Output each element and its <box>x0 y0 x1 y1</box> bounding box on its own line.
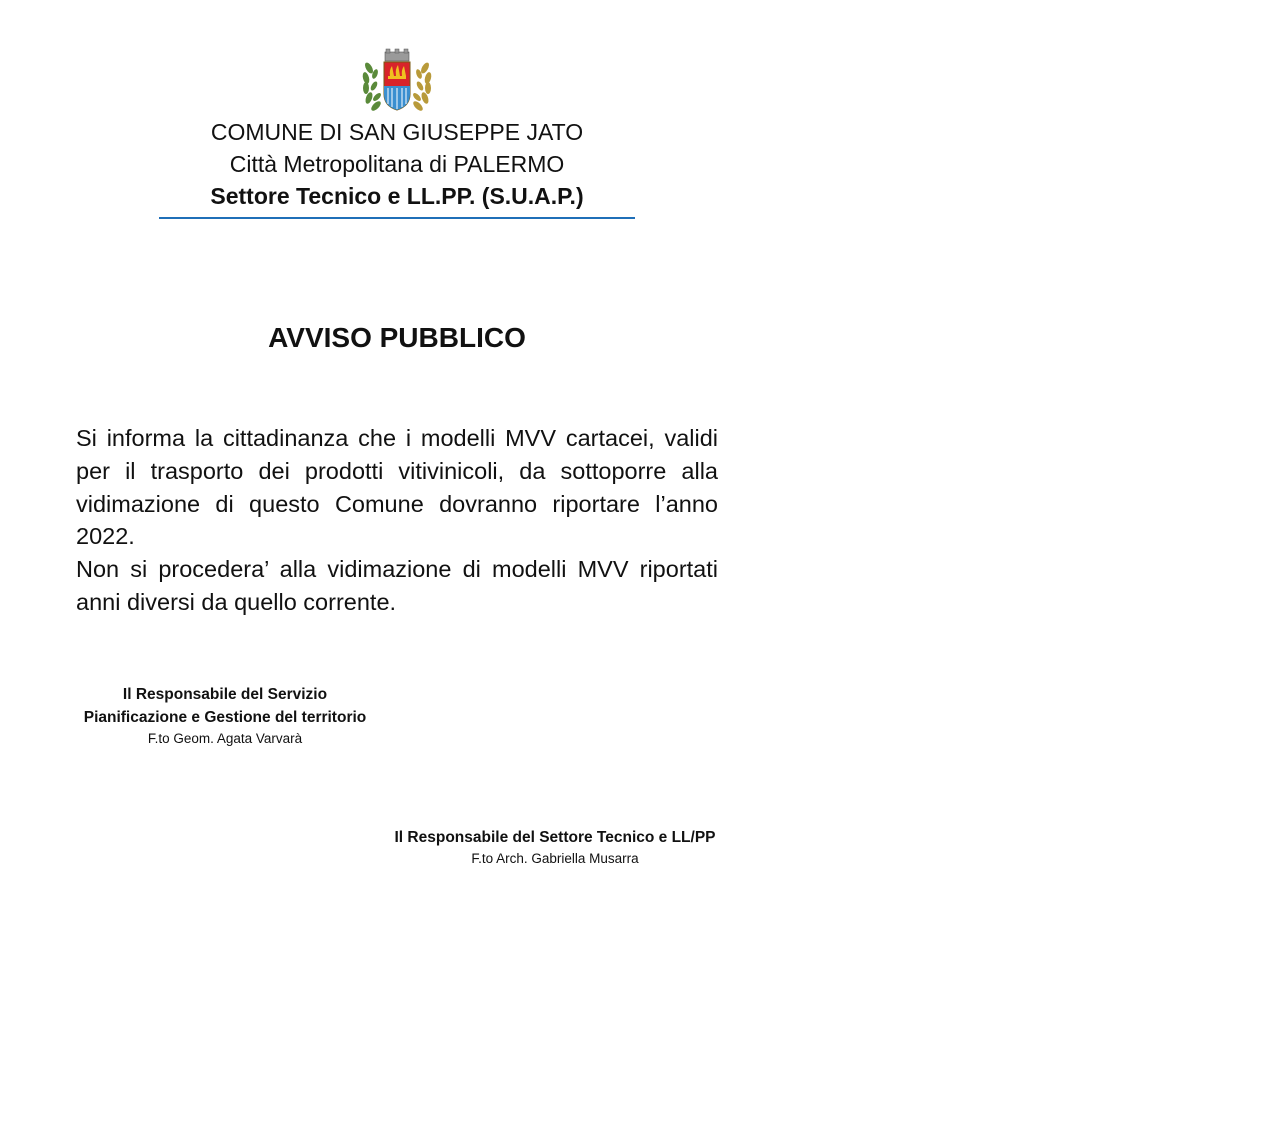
notice-paragraph-2: Non si procedera’ alla vidimazione di modelli MVV riportati anni diversi da quello corrente. <box>76 556 718 615</box>
document-header <box>159 116 635 212</box>
signature-service-manager <box>60 683 390 749</box>
municipality-name: COMUNE DI SAN GIUSEPPE JATO <box>210 119 584 145</box>
metropolitan-city: Città Metropolitana di PALERMO <box>229 151 565 177</box>
notice-paragraph-1: Si informa la cittadinanza che i modelli MVV cartacei, validi per il trasporto dei prodotti vitivinicoli, da sottoporre alla vidimazione di questo Comune dovranno riportare l’anno 2022. <box>76 425 718 550</box>
signature-service-signer: F.to Geom. Agata Varvarà <box>147 731 303 746</box>
signature-sector-role: Il Responsabile del Settore Tecnico e LL/PP <box>394 829 716 846</box>
notice-body <box>76 422 718 619</box>
signature-sector-manager <box>370 826 740 869</box>
signature-service-role-2: Pianificazione e Gestione del territorio <box>83 709 367 726</box>
signature-sector-signer: F.to Arch. Gabriella Musarra <box>471 851 639 866</box>
municipal-crest-icon <box>357 46 437 116</box>
signature-service-role-1: Il Responsabile del Servizio <box>122 686 328 703</box>
department-name: Settore Tecnico e LL.PP. (S.U.A.P.) <box>210 183 584 209</box>
notice-title: AVVISO PUBBLICO <box>268 322 526 353</box>
header-divider <box>159 217 635 219</box>
